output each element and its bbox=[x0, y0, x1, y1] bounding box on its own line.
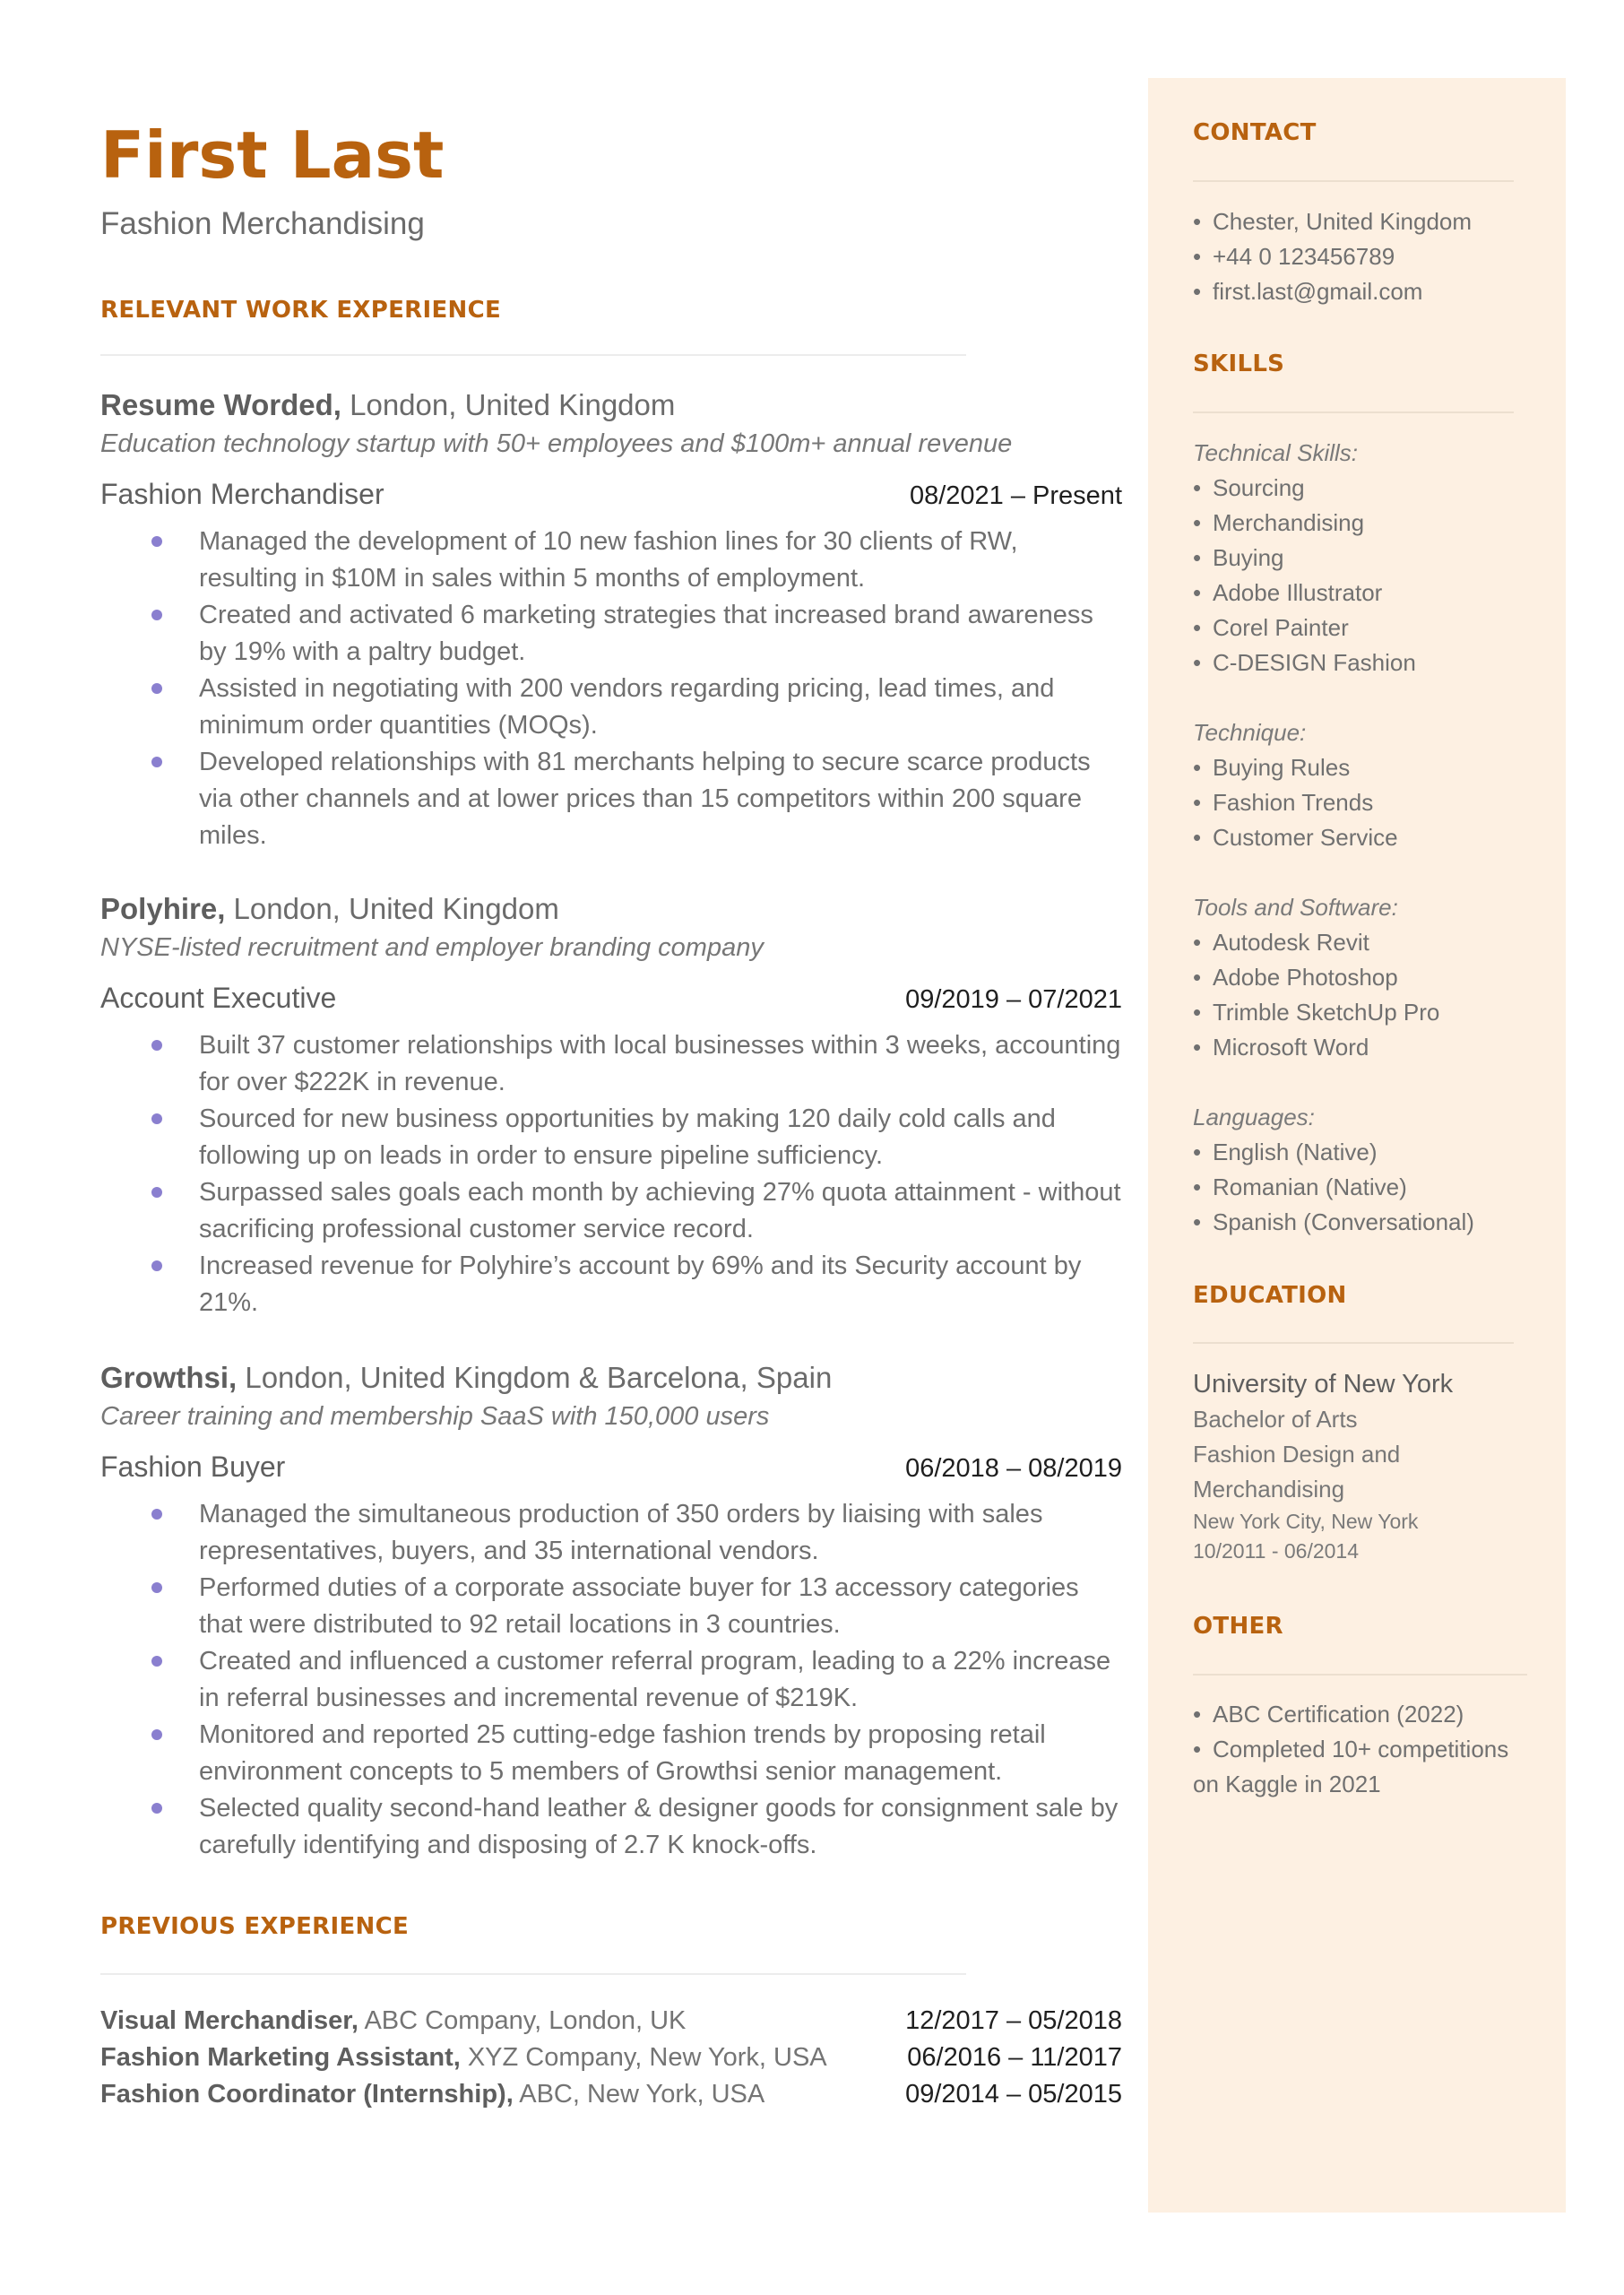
bullet-icon: • bbox=[1193, 1701, 1202, 1728]
company-line bbox=[100, 1358, 1122, 1398]
skill-list bbox=[1193, 471, 1551, 680]
bullet-icon: • bbox=[1193, 579, 1202, 606]
previous-role-row bbox=[100, 2040, 1122, 2076]
achievement-item bbox=[100, 1027, 1122, 1101]
skill-item bbox=[1193, 750, 1551, 785]
skill-text: Merchandising bbox=[1213, 509, 1365, 536]
company-line bbox=[100, 889, 1122, 929]
previous-role-dates: 12/2017 – 05/2018 bbox=[905, 2006, 1122, 2035]
job-entry bbox=[100, 385, 1122, 854]
skill-text: Fashion Trends bbox=[1213, 789, 1374, 816]
bullet-icon: • bbox=[1193, 789, 1202, 816]
skill-item bbox=[1193, 576, 1551, 611]
bullet-dot-icon bbox=[151, 1040, 162, 1051]
achievement-text: Assisted in negotiating with 200 vendors regarding pricing, lead times, and minimum order quantities (MOQs). bbox=[199, 674, 1055, 740]
role-row bbox=[100, 473, 1122, 516]
skill-text: Corel Painter bbox=[1213, 614, 1349, 641]
section-heading-relevant-experience: RELEVANT WORK EXPERIENCE bbox=[100, 297, 502, 324]
previous-role-title: Fashion Coordinator (Internship), bbox=[100, 2080, 514, 2109]
bullet-icon: • bbox=[1193, 1173, 1202, 1200]
skill-category-label: Technical Skills: bbox=[1193, 439, 1359, 466]
other-text: Completed 10+ competitions on Kaggle in 2021 bbox=[1193, 1736, 1509, 1797]
section-heading-skills: SKILLS bbox=[1193, 351, 1285, 377]
spacer bbox=[1193, 855, 1551, 890]
skill-text: Buying bbox=[1213, 544, 1284, 571]
achievement-item bbox=[100, 597, 1122, 671]
skill-item bbox=[1193, 995, 1551, 1030]
other-text: ABC Certification (2022) bbox=[1213, 1701, 1464, 1728]
job-dates: 06/2018 – 08/2019 bbox=[905, 1454, 1122, 1483]
previous-role-company: ABC Company, London, UK bbox=[358, 2006, 687, 2035]
bullet-icon: • bbox=[1193, 208, 1202, 235]
achievement-item bbox=[100, 1101, 1122, 1174]
skill-item bbox=[1193, 645, 1551, 680]
skills-block bbox=[1193, 436, 1551, 1240]
education-degree: Bachelor of Arts bbox=[1193, 1406, 1358, 1433]
company-line bbox=[100, 385, 1122, 425]
skill-item bbox=[1193, 1205, 1551, 1240]
skill-list bbox=[1193, 925, 1551, 1065]
skill-text: Adobe Illustrator bbox=[1213, 579, 1383, 606]
section-divider bbox=[1193, 180, 1514, 182]
job-entry bbox=[100, 1358, 1122, 1864]
skill-text: Customer Service bbox=[1213, 824, 1398, 851]
skill-category-label: Technique: bbox=[1193, 719, 1307, 746]
section-divider bbox=[1193, 411, 1514, 413]
previous-role-row bbox=[100, 2003, 1122, 2040]
previous-experience-list bbox=[100, 2003, 1122, 2113]
job-dates: 09/2019 – 07/2021 bbox=[905, 985, 1122, 1014]
skill-text: Romanian (Native) bbox=[1213, 1173, 1407, 1200]
achievement-text: Managed the development of 10 new fashion lines for 30 clients of RW, resulting in $10M in sales within 5 months of employment. bbox=[199, 527, 1018, 593]
bullet-icon: • bbox=[1193, 509, 1202, 536]
other-list bbox=[1193, 1697, 1533, 1802]
previous-role-company: ABC, New York, USA bbox=[513, 2080, 765, 2109]
achievement-text: Increased revenue for Polyhire’s account by 69% and its Security account by 21%. bbox=[199, 1251, 1082, 1317]
bullet-dot-icon bbox=[151, 1803, 162, 1814]
contact-location bbox=[1193, 204, 1551, 239]
skill-item bbox=[1193, 506, 1551, 541]
company-name: Polyhire, bbox=[100, 892, 226, 925]
section-divider bbox=[100, 1973, 966, 1975]
bullet-dot-icon bbox=[151, 757, 162, 767]
bullet-dot-icon bbox=[151, 1582, 162, 1593]
bullet-dot-icon bbox=[151, 610, 162, 620]
skill-category-label: Tools and Software: bbox=[1193, 894, 1398, 921]
education-location: New York City, New York bbox=[1193, 1510, 1419, 1533]
bullet-icon: • bbox=[1193, 999, 1202, 1026]
bullet-icon: • bbox=[1193, 1736, 1202, 1762]
previous-role-dates: 09/2014 – 05/2015 bbox=[905, 2080, 1122, 2109]
other-item bbox=[1193, 1732, 1533, 1802]
section-heading-previous-experience: PREVIOUS EXPERIENCE bbox=[100, 1913, 410, 1940]
bullet-dot-icon bbox=[151, 1187, 162, 1198]
company-name: Resume Worded, bbox=[100, 388, 341, 421]
bullet-icon: • bbox=[1193, 544, 1202, 571]
achievement-text: Built 37 customer relationships with local businesses within 3 weeks, accounting for over $222K in revenue. bbox=[199, 1031, 1121, 1096]
achievement-text: Created and activated 6 marketing strategies that increased brand awareness by 19% with a paltry budget. bbox=[199, 601, 1093, 666]
candidate-name: First Last bbox=[100, 117, 445, 193]
skill-item bbox=[1193, 820, 1551, 855]
company-description: Career training and membership SaaS with 150,000 users bbox=[100, 1402, 770, 1431]
skill-text: Buying Rules bbox=[1213, 754, 1351, 781]
job-title: Fashion Buyer bbox=[100, 1451, 286, 1483]
bullet-dot-icon bbox=[151, 1656, 162, 1667]
role-row bbox=[100, 977, 1122, 1020]
achievement-item bbox=[100, 1496, 1122, 1570]
skill-text: C-DESIGN Fashion bbox=[1213, 649, 1416, 676]
achievement-text: Surpassed sales goals each month by achieving 27% quota attainment - without sacrificing professional customer service record. bbox=[199, 1178, 1121, 1243]
skill-item bbox=[1193, 960, 1551, 995]
achievement-item bbox=[100, 1717, 1122, 1790]
previous-role-dates: 06/2016 – 11/2017 bbox=[907, 2043, 1122, 2072]
skill-list bbox=[1193, 1135, 1551, 1240]
skill-text: Autodesk Revit bbox=[1213, 929, 1369, 956]
contact-location-text: Chester, United Kingdom bbox=[1213, 208, 1473, 235]
education-school: University of New York bbox=[1193, 1370, 1454, 1399]
achievement-text: Developed relationships with 81 merchants helping to secure scarce products via other channels and at lower prices than 15 competitors within 200 square miles. bbox=[199, 748, 1091, 850]
bullet-icon: • bbox=[1193, 964, 1202, 991]
achievement-item bbox=[100, 1790, 1122, 1864]
skill-text: Spanish (Conversational) bbox=[1213, 1208, 1474, 1235]
section-heading-contact: CONTACT bbox=[1193, 119, 1317, 146]
skill-item bbox=[1193, 1030, 1551, 1065]
job-title: Account Executive bbox=[100, 982, 337, 1014]
bullet-icon: • bbox=[1193, 824, 1202, 851]
achievement-text: Monitored and reported 25 cutting-edge fashion trends by proposing retail environment concepts to 5 members of Growthsi senior management. bbox=[199, 1720, 1046, 1786]
contact-email[interactable] bbox=[1193, 274, 1551, 309]
company-location: London, United Kingdom bbox=[225, 892, 559, 925]
achievement-item bbox=[100, 1248, 1122, 1321]
previous-role-row bbox=[100, 2076, 1122, 2113]
company-location: London, United Kingdom & Barcelona, Spain bbox=[237, 1361, 833, 1394]
achievement-item bbox=[100, 744, 1122, 854]
skill-text: English (Native) bbox=[1213, 1139, 1378, 1165]
bullet-icon: • bbox=[1193, 614, 1202, 641]
section-heading-education: EDUCATION bbox=[1193, 1282, 1347, 1309]
company-description: NYSE-listed recruitment and employer branding company bbox=[100, 933, 764, 962]
section-heading-other: OTHER bbox=[1193, 1613, 1283, 1640]
achievement-text: Selected quality second-hand leather & designer goods for consignment sale by carefully identifying and disposing of 2.7 K knock-offs. bbox=[199, 1794, 1119, 1859]
job-dates: 08/2021 – Present bbox=[909, 481, 1122, 510]
skill-text: Adobe Photoshop bbox=[1213, 964, 1398, 991]
achievement-item bbox=[100, 1570, 1122, 1643]
achievement-text: Created and influenced a customer referral program, leading to a 22% increase in referral businesses and incremental revenue of $219K. bbox=[199, 1647, 1111, 1712]
achievement-item bbox=[100, 524, 1122, 597]
skill-item bbox=[1193, 611, 1551, 645]
spacer bbox=[1193, 680, 1551, 715]
spacer bbox=[1193, 1065, 1551, 1100]
bullet-icon: • bbox=[1193, 474, 1202, 501]
skill-item bbox=[1193, 471, 1551, 506]
company-location: London, United Kingdom bbox=[341, 388, 676, 421]
bullet-icon: • bbox=[1193, 929, 1202, 956]
achievement-text: Performed duties of a corporate associate buyer for 13 accessory categories that were distributed to 92 retail locations in 3 countries. bbox=[199, 1573, 1079, 1639]
achievement-text: Sourced for new business opportunities by making 120 daily cold calls and following up on leads in order to ensure pipeline sufficiency. bbox=[199, 1104, 1056, 1170]
skill-category-label: Languages: bbox=[1193, 1104, 1315, 1130]
skill-item bbox=[1193, 785, 1551, 820]
job-title: Fashion Merchandiser bbox=[100, 478, 384, 510]
contact-phone-text: +44 0 123456789 bbox=[1213, 243, 1395, 270]
bullet-icon: • bbox=[1193, 1208, 1202, 1235]
job-entry bbox=[100, 889, 1122, 1321]
skill-item bbox=[1193, 1170, 1551, 1205]
previous-role-title: Fashion Marketing Assistant, bbox=[100, 2043, 461, 2072]
company-name: Growthsi, bbox=[100, 1361, 238, 1394]
achievement-list bbox=[100, 1027, 1122, 1321]
bullet-icon: • bbox=[1193, 243, 1202, 270]
achievement-item bbox=[100, 671, 1122, 744]
bullet-dot-icon bbox=[151, 1260, 162, 1271]
skill-text: Microsoft Word bbox=[1213, 1034, 1369, 1061]
bullet-icon: • bbox=[1193, 278, 1202, 305]
bullet-dot-icon bbox=[151, 1113, 162, 1124]
skill-item bbox=[1193, 541, 1551, 576]
bullet-icon: • bbox=[1193, 1034, 1202, 1061]
achievement-text: Managed the simultaneous production of 350 orders by liaising with sales representatives, buyers, and 35 international vendors. bbox=[199, 1500, 1043, 1565]
contact-phone bbox=[1193, 239, 1551, 274]
previous-role-company: XYZ Company, New York, USA bbox=[460, 2043, 827, 2072]
bullet-icon: • bbox=[1193, 754, 1202, 781]
bullet-dot-icon bbox=[151, 683, 162, 694]
contact-email-link[interactable]: first.last@gmail.com bbox=[1213, 278, 1423, 305]
bullet-dot-icon bbox=[151, 1729, 162, 1740]
section-divider bbox=[1193, 1674, 1527, 1676]
bullet-dot-icon bbox=[151, 1509, 162, 1520]
section-divider bbox=[1193, 1342, 1514, 1344]
section-divider bbox=[100, 354, 966, 356]
previous-role-title: Visual Merchandiser, bbox=[100, 2006, 358, 2035]
skill-text: Sourcing bbox=[1213, 474, 1305, 501]
education-block bbox=[1193, 1366, 1551, 1566]
other-item bbox=[1193, 1697, 1533, 1732]
skill-list bbox=[1193, 750, 1551, 855]
company-description: Education technology startup with 50+ employees and $100m+ annual revenue bbox=[100, 429, 1013, 458]
education-dates: 10/2011 - 06/2014 bbox=[1193, 1539, 1360, 1563]
skill-item bbox=[1193, 1135, 1551, 1170]
achievement-list bbox=[100, 1496, 1122, 1864]
candidate-title: Fashion Merchandising bbox=[100, 206, 425, 241]
education-field: Fashion Design and bbox=[1193, 1441, 1401, 1468]
skill-text: Trimble SketchUp Pro bbox=[1213, 999, 1440, 1026]
education-field-cont: Merchandising bbox=[1193, 1476, 1345, 1503]
achievement-list bbox=[100, 524, 1122, 854]
role-row bbox=[100, 1446, 1122, 1489]
achievement-item bbox=[100, 1643, 1122, 1717]
bullet-icon: • bbox=[1193, 1139, 1202, 1165]
achievement-item bbox=[100, 1174, 1122, 1248]
skill-item bbox=[1193, 925, 1551, 960]
bullet-icon: • bbox=[1193, 649, 1202, 676]
bullet-dot-icon bbox=[151, 536, 162, 547]
contact-list bbox=[1193, 204, 1551, 309]
